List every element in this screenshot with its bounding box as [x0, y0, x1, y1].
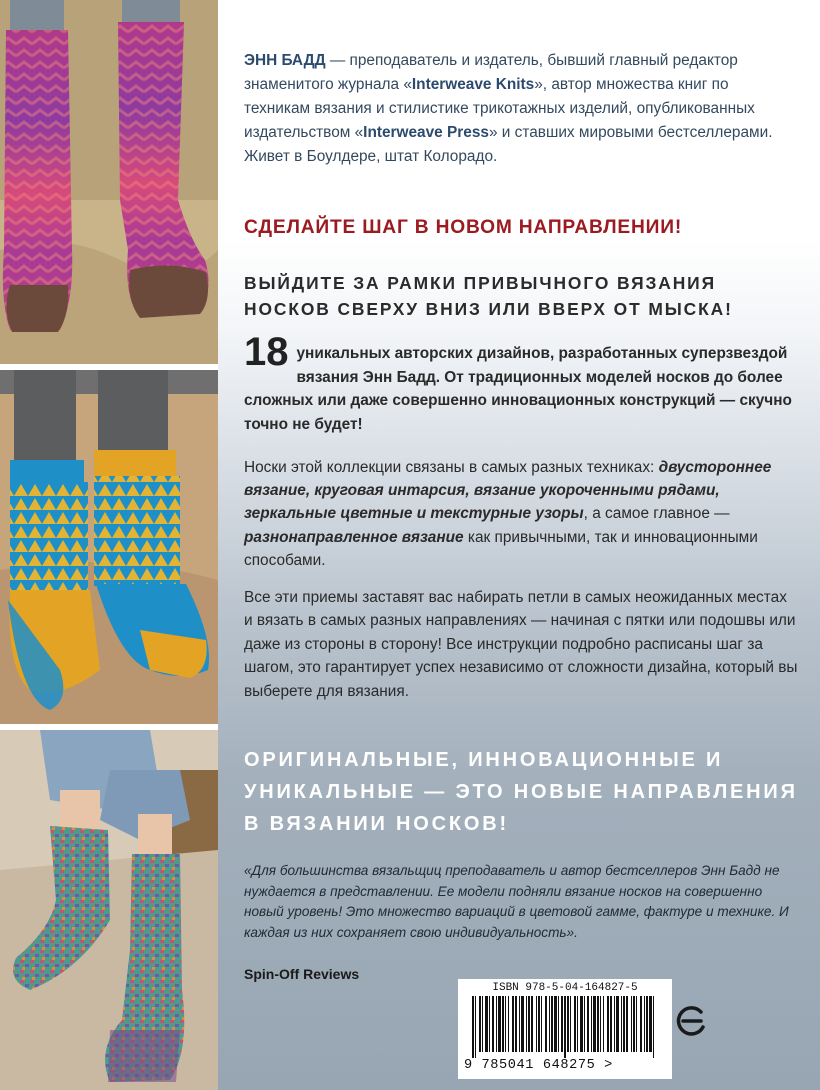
techniques-highlight: разнонаправленное вязание	[244, 528, 464, 546]
barcode-bar	[549, 996, 550, 1052]
barcode-bar	[531, 996, 533, 1052]
barcode-bar	[591, 996, 592, 1052]
barcode-bar	[526, 996, 527, 1052]
author-bio	[244, 49, 794, 169]
barcode-bar	[479, 996, 481, 1052]
barcode-bars	[470, 996, 660, 1058]
barcode-bar	[614, 996, 615, 1052]
techniques-paragraph	[244, 456, 799, 572]
lead-text: уникальных авторских дизайнов, разработанных суперзвездой вязания Энн Бадд. От традиционных моделей носков до более сложных или даже совершенно инновационных конструкций — скучно точно не будет!	[244, 345, 792, 433]
barcode-bar	[626, 996, 628, 1052]
publisher-logo-icon	[671, 1000, 713, 1042]
design-count: 18	[244, 330, 289, 374]
photo-strip	[0, 0, 218, 1090]
barcode-bar	[496, 996, 497, 1052]
publisher-name: Interweave Press	[363, 124, 489, 141]
review-quote: «Для большинства вязальщиц преподаватель и автор бестселлеров Энн Бадд не нуждается в представлении. Ее модели подняли вязание носков на совершенно новый уровень! Это множество вариаций в цветовой гамме, фактуре и технике. И каждая из них сохраняет свою индивидуальность».	[244, 863, 789, 940]
barcode-bar	[492, 996, 494, 1052]
barcode-bar	[636, 996, 637, 1052]
methods-paragraph: Все эти приемы заставят вас набирать петли в самых неожиданных местах и вязать в самых разных направлениях — начиная с пятки или подошвы или даже из стороны в сторону! Все инструкции подробно расписаны шаг за шагом, это гарантирует успех независимо от сложности дизайна, который вы выберете для вязания.	[244, 589, 798, 700]
barcode-bar	[545, 996, 547, 1052]
barcode-bar	[472, 996, 474, 1058]
barcode-bar	[616, 996, 619, 1052]
review-source: Spin-Off Reviews	[244, 966, 360, 982]
barcode-bar	[521, 996, 524, 1052]
barcode-bar	[631, 996, 632, 1052]
barcode-bar	[646, 996, 648, 1052]
barcode-bar	[653, 996, 654, 1058]
barcode-bar	[603, 996, 604, 1052]
barcode-bar	[621, 996, 622, 1052]
barcode-bar	[580, 996, 583, 1052]
techniques-list: двустороннее вязание, круговая интарсия, вязание укороченными рядами, зеркальные цветные и текстурные узоры	[244, 459, 772, 523]
barcode-bar	[633, 996, 635, 1052]
barcode-bar	[577, 996, 578, 1052]
headline-white: ОРИГИНАЛЬНЫЕ, ИННОВАЦИОННЫЕ И УНИКАЛЬНЫЕ — ЭТО НОВЫЕ НАПРАВЛЕНИЯ В ВЯЗАНИИ НОСКОВ!	[244, 749, 798, 835]
barcode-bar	[567, 996, 569, 1052]
barcode-bar	[551, 996, 553, 1052]
barcode-bar	[623, 996, 625, 1052]
barcode-bar	[538, 996, 540, 1052]
bio-text-1: — преподаватель и издатель, бывший главный редактор знаменитого журнала «	[244, 52, 738, 93]
isbn-barcode	[458, 979, 672, 1079]
barcode-bar	[528, 996, 530, 1052]
barcode-bar	[610, 996, 612, 1052]
barcode-bar	[505, 996, 506, 1052]
barcode-bar	[489, 996, 490, 1052]
headline-dark: ВЫЙДИТЕ ЗА РАМКИ ПРИВЫЧНОГО ВЯЗАНИЯ НОСКОВ СВЕРХУ ВНИЗ ИЛИ ВВЕРХ ОТ МЫСКА!	[244, 273, 733, 319]
barcode-bar	[561, 996, 563, 1052]
barcode-bar	[649, 996, 652, 1052]
barcode-bar	[640, 996, 642, 1052]
barcode-bar	[541, 996, 542, 1052]
barcode-bar	[558, 996, 559, 1052]
photo-multicolor-socks	[0, 730, 218, 1090]
techniques-text-2: , а самое главное —	[583, 505, 730, 523]
barcode-bar	[593, 996, 596, 1052]
barcode-bar	[564, 996, 566, 1058]
bio-text-3: » и ставших мировыми бестселлерами. Живет в Боулдере, штат Колорадо.	[244, 124, 773, 165]
barcode-bar	[597, 996, 599, 1052]
barcode-bar	[587, 996, 589, 1052]
photo-blue-yellow-socks	[0, 370, 218, 724]
lead-paragraph	[244, 330, 804, 436]
barcode-bar	[498, 996, 501, 1052]
barcode-bar	[570, 996, 571, 1052]
barcode-bar	[502, 996, 504, 1052]
barcode-bar	[475, 996, 476, 1058]
techniques-text-3: как привычными, так и инновационными способами.	[244, 528, 758, 569]
barcode-bar	[485, 996, 488, 1052]
isbn-label: ISBN 978-5-04-164827-5	[492, 982, 638, 994]
barcode-bar	[519, 996, 520, 1052]
barcode-bar	[574, 996, 576, 1052]
barcode-bar	[482, 996, 483, 1052]
barcode-bar	[607, 996, 609, 1052]
barcode-bar	[515, 996, 517, 1052]
barcode-bar	[508, 996, 509, 1052]
barcode-bar	[600, 996, 601, 1052]
barcode-bar	[584, 996, 585, 1052]
bio-text-2: », автор множества книг по техникам вязания и стилистике трикотажных изделий, опубликованных издательством «	[244, 76, 755, 141]
barcode-bar	[536, 996, 537, 1052]
headline-red: СДЕЛАЙТЕ ШАГ В НОВОМ НАПРАВЛЕНИИ!	[244, 217, 683, 238]
barcode-bar	[644, 996, 645, 1052]
magazine-name: Interweave Knits	[411, 76, 535, 93]
author-name: ЭНН БАДД	[244, 52, 326, 69]
barcode-digits: 9 785041 648275 >	[464, 1058, 613, 1073]
barcode-bar	[512, 996, 514, 1052]
techniques-text-1: Носки этой коллекции связаны в самых разных техниках:	[244, 459, 659, 476]
photo-pink-zigzag-socks	[0, 0, 218, 364]
barcode-bar	[554, 996, 557, 1052]
